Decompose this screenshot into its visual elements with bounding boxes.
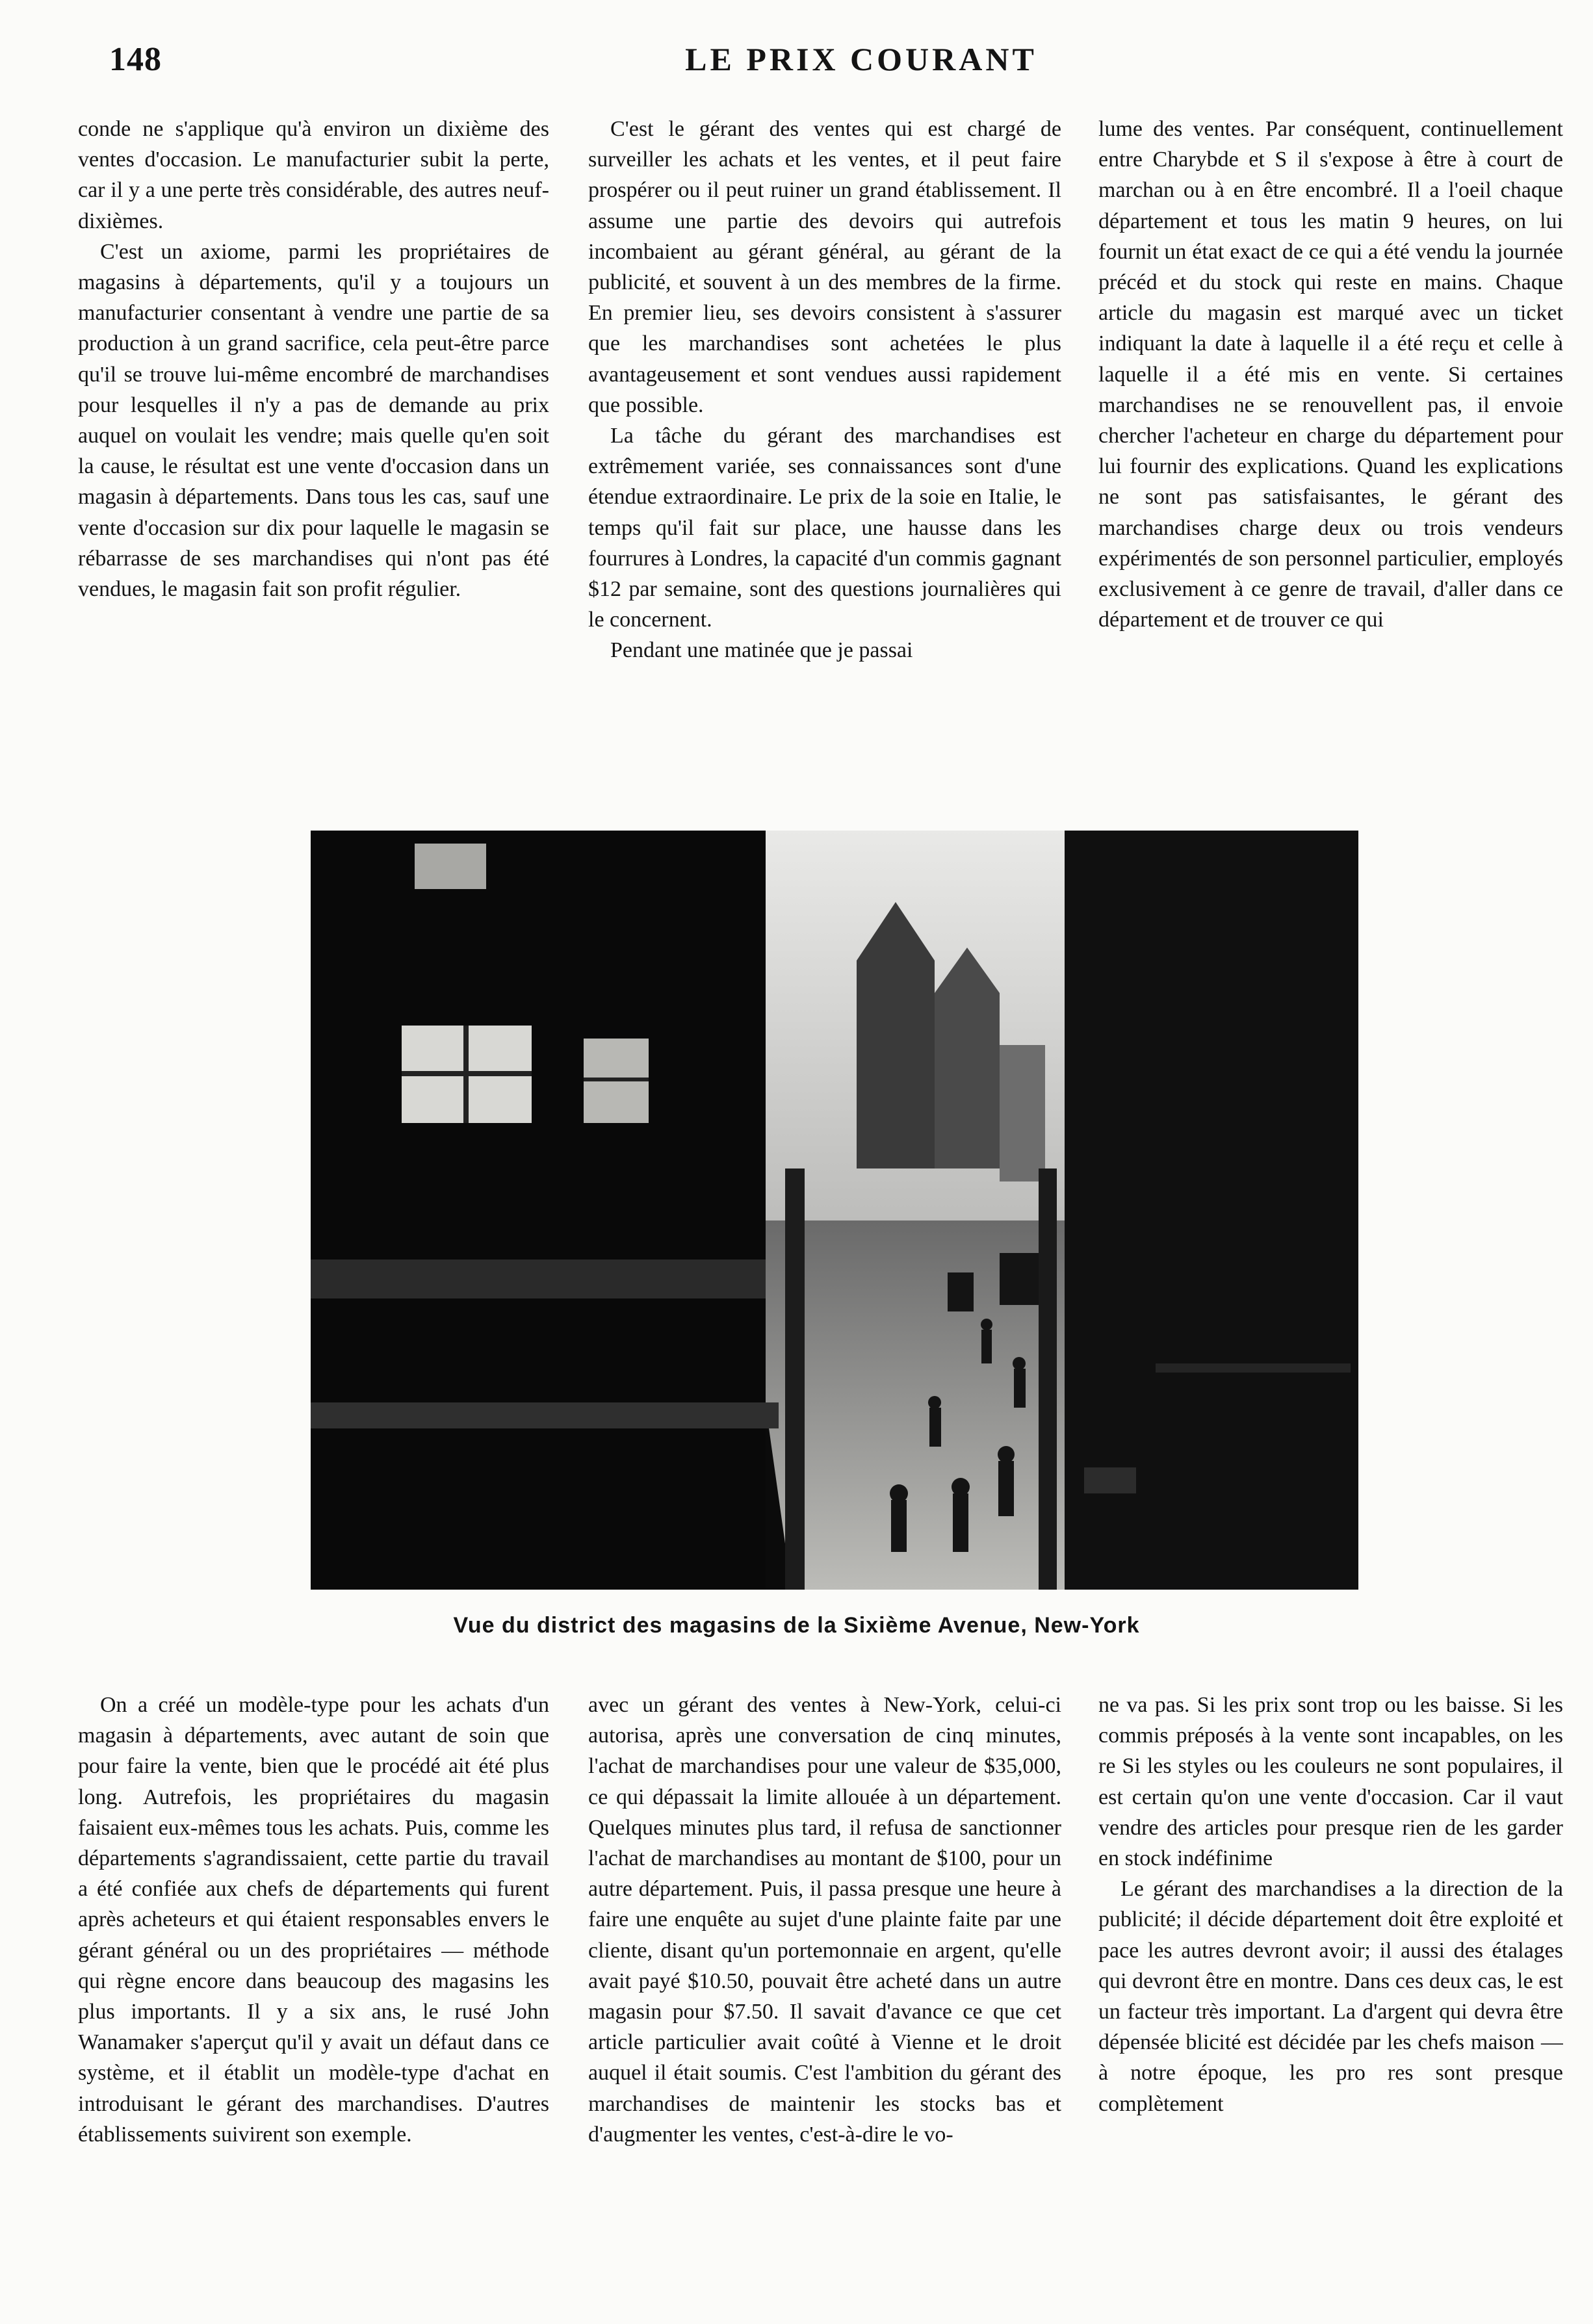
figure-caption: Vue du district des magasins de la Sixième Avenue, New-York: [453, 1613, 1140, 1638]
paragraph: Le gérant des marchandises a la direction de la publicité; il décide département doit être exploité et pace les autres devront avoir; il aussi des étalages qui devront être en montre. Dans ces deux cas, le est un facteur très important. La d'argent qui devra être dépensée blicité est décidée par les chefs maison — à notre époque, les pro res sont presque complètement: [1098, 1877, 1563, 2116]
paragraph: avec un gérant des ventes à New-York, celui-ci autorisa, après une conversation de cinq minutes, l'achat de marchandises pour une valeur de $35,000, ce qui dépassait la limite allouée à un département. Quelques minutes plus tard, il refusa de sanctionner l'achat de marchandises au montant de $100, pour un autre département. Puis, il passa presque une heure à faire une enquête au sujet d'une plainte faite par une cliente, disant qu'un portemonnaie en argent, qu'elle avait payé $10.50, pouvait être acheté dans un autre magasin pour $7.50. Il savait d'avance ce que cet article particulier avait coûté à Vienne et le droit auquel il était soumis. C'est l'ambition du gérant des marchandises de maintenir les stocks bas et d'augmenter les ventes, c'est-à-dire le vo-: [588, 1693, 1061, 2147]
paragraph: Pendant une matinée que je passai: [610, 638, 913, 663]
lower-column-2: [588, 1690, 1061, 2301]
upper-column-2: [588, 114, 1061, 764]
journal-title: LE PRIX COURANT: [685, 41, 1037, 77]
paragraph: On a créé un modèle-type pour les achats d'un magasin à départements, avec autant de soin que pour faire la vente, bien que le procédé ait été plus long. Autrefois, les propriétaires du magasin faisaient eux-mêmes tous les achats. Puis, comme les départements s'agrandissaient, cette partie du travail a été confiée aux chefs de départements qui furent après acheteurs et qui étaient responsables envers le gérant général ou un des propriétaires — méthode qui règne encore dans beaucoup des magasins les plus importants. Il y a six ans, le rusé John Wanamaker s'aperçut qu'il y avait un défaut dans ce système, et il établit un modèle-type d'achat en introduisant le gérant des marchandises. D'autres établissements suivirent son exemple.: [78, 1693, 549, 2147]
page-number: 148: [109, 41, 162, 78]
paragraph: lume des ventes. Par conséquent, continuellement entre Charybde et S il s'expose à être à court de marchan ou à en être encombré. Il a l'oeil chaque département et tous les matin 9 heures, on lui fournit un état exact de ce qui a été vendu la journée précéd et du stock qui reste en mains. Chaque article du magasin est marqué avec un ticket indiquant la date à laquelle il a été reçu et celle à laquelle il a été mis en vente. Si certaines marchandises ne se renouvellent pas, il envoie chercher l'acheteur en charge du département pour lui fournir des explications. Quand les explications ne sont pas satisfaisantes, le gérant des marchandises charge deux ou trois vendeurs expérimentés de son personnel particulier, employés exclusivement à ce genre de travail, d'aller dans ce département et de trouver ce qui: [1098, 117, 1563, 632]
street-scene-image: [311, 831, 1358, 1590]
lower-column-3: [1098, 1690, 1563, 2301]
upper-column-3: [1098, 114, 1563, 764]
street-photograph: [311, 831, 1358, 1590]
paragraph: conde ne s'applique qu'à environ un dixième des ventes d'occasion. Le manufacturier subit la perte, car il y a une perte très considérable, des autres neuf-dixièmes.: [78, 117, 549, 233]
paragraph: C'est un axiome, parmi les propriétaires de magasins à départements, qu'il y a toujours un manufacturier consentant à vendre une partie de sa production à un grand sacrifice, cela peut-être parce qu'il se trouve lui-même encombré de marchandises pour lesquelles il n'y a pas de demande au prix auquel on voulait les vendre; mais quelle qu'en soit la cause, le résultat est une vente d'occasion dans un magasin à départements. Dans tous les cas, sauf une vente d'occasion sur dix pour laquelle le magasin se rébarrasse de ses marchandises qui n'ont pas été vendues, le magasin fait son profit régulier.: [78, 239, 549, 602]
paragraph: ne va pas. Si les prix sont trop ou les baisse. Si les commis préposés à la vente sont incapables, on les re Si les styles ou les couleurs ne sont populaires, il est certain qu'on une vente d'occasion. Car il vaut vendre des articles pour presque rien de les garder en stock indéfinime: [1098, 1693, 1563, 1871]
upper-column-1: [78, 114, 549, 764]
lower-column-1: [78, 1690, 549, 2301]
paragraph: C'est le gérant des ventes qui est chargé de surveiller les achats et les ventes, et il peut faire prospérer ou il peut ruiner un grand établissement. Il assume une partie des devoirs qui autrefois incombaient au gérant général, au gérant de la publicité, et souvent à un des membres de la firme. En premier lieu, ses devoirs consistent à s'assurer que les marchandises sont achetées le plus avantageusement et sont vendues aussi rapidement que possible.: [588, 117, 1061, 417]
page-header: [104, 40, 1560, 92]
paragraph: La tâche du gérant des marchandises est extrêmement variée, ses connaissances sont d'une étendue extraordinaire. Le prix de la soie en Italie, le temps qu'il fait sur place, une hausse dans les fourrures à Londres, la capacité d'un commis gagnant $12 par semaine, sont des questions journalières qui le concernent.: [588, 424, 1061, 632]
